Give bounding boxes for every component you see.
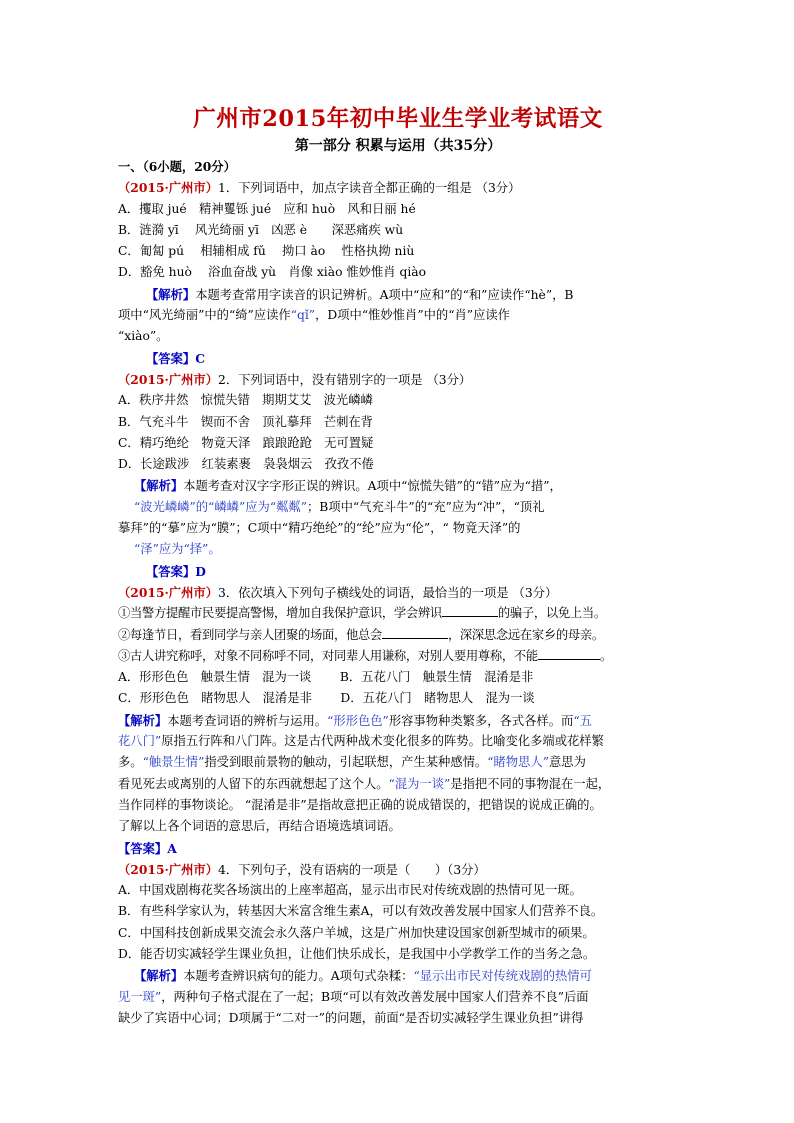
analysis-line: “xiào”。 [118,329,169,344]
option-d: D．豁免 huò 浴血奋战 yù 肖像 xiào 惟妙惟肖 qiào [118,265,427,280]
term-highlight: “触景生情” [142,755,205,770]
option-row-cd: C．形形色色 睹物思人 混淆是非 D．五花八门 睹物思人 混为一谈 [118,691,535,706]
analysis-line: 见一斑”，两种句子格式混在了一起；B项“可以有效改善发展中国家人们营养不良”后面 [118,989,589,1004]
analysis-text: 本题考查对汉字字形正误的辨识。A项中“惊慌失错”的“错”应为“措”， [183,479,562,494]
page-title: 广州市2015年初中毕业生学业考试语文 [193,106,603,132]
fill-blank [382,626,448,639]
analysis-line: “泽”应为“择”。 [134,542,221,557]
analysis-tag: 【解析】 [134,968,184,984]
analysis-line: 摹拜”的“摹”应为“膜”；C项中“精巧绝纶”的“纶”应为“伦”，“ 物竟天泽”的 [118,521,521,536]
term-highlight: “显示出市民对传统戏剧的热情可 [413,969,592,984]
sentence-2: ②每逢节日，看到同学与亲人团聚的场面，他总会 ，深深思念远在家乡的母亲。 [118,627,604,642]
term-highlight: 见一斑” [118,989,162,1004]
option-c: C．匍匐 pú 相辅相成 fǔ 拗口 ào 性格执拗 niù [118,244,415,259]
answer-tag: 【答案】 [146,350,196,366]
term-highlight: “形形色色” [327,713,389,728]
question-4-stem [118,859,678,880]
analysis-line: 【解析】本题考查词语的辨析与运用。“形形色色”形容事物种类繁多，各式各样。而“五 [118,712,592,728]
analysis-line [118,284,678,305]
question-1-stem [118,177,678,198]
source-tag: （2015·广州市） [118,180,218,196]
option-b: B．有些科学家认为，转基因大米富含维生素A，可以有效改善发展中国家人们营养不良。 [118,904,604,919]
analysis-line: 花八门”原指五行阵和八门阵。这是古代两种战术变化很多的阵势。比喻变化多端或花样繁 [118,734,604,749]
option-a: A．秩序井然 惊慌失错 期期艾艾 波光嶙嶙 [118,393,373,408]
question-text: 2．下列词语中，没有错别字的一项是 （3分） [218,372,472,387]
question-text: 1．下列词语中，加点字读音全都正确的一组是 （3分） [218,181,521,196]
option-a: A．攫取 jué 精神矍铄 jué 应和 huò 风和日丽 hé [118,201,416,216]
analysis-line: 看见死去或离别的人留下的东西就想起了这个人。“混为一谈”是指把不同的事物混在一起， [118,776,611,791]
answer-tag: 【答案】 [118,840,168,856]
analysis-tag: 【解析】 [134,478,184,494]
analysis-line [118,497,678,518]
analysis-line: 多。“触景生情”指受到眼前景物的触动，引起联想，产生某种感情。“睹物思人”意思为 [118,755,586,770]
analysis-text: ，D项中“惟妙惟肖”中的“肖”应读作 [315,308,510,323]
analysis-tag: 【解析】 [146,286,196,302]
analysis-text: 项中“风光绮丽”中的“绮”应读作 [118,308,291,323]
question-text: 3．依次填入下列句子横线处的词语，最恰当的一项是 （3分） [218,585,558,600]
option-d: D．长途跋涉 红装素裹 袅袅烟云 孜孜不倦 [118,457,374,472]
analysis-line: 当作同样的事物谈论。 “混淆是非”是指故意把正确的说成错误的，把错误的说成正确的。 [118,797,602,812]
analysis-line [118,305,678,326]
source-tag: （2015·广州市） [118,371,218,387]
option-c: C．中国科技创新成果交流会永久落户羊城，这是广州加快建设国家创新型城市的硕果。 [118,925,595,940]
sentence-1: ①当警方提醒市民要提高警惕，增加自我保护意识，学会辨识 的骗子，以免上当。 [118,606,606,621]
answer-tag: 【答案】 [146,563,196,579]
option-a: A．中国戏剧梅花奖各场演出的上座率超高，显示出市民对传统戏剧的热情可见一斑。 [118,883,582,898]
option-c: C．精巧绝纶 物竟天泽 踉踉跄跄 无可置疑 [118,435,374,450]
page-subtitle: 第一部分 积累与运用（共35分） [294,138,502,154]
term-highlight: “混为一谈” [388,776,451,791]
answer-line [118,348,678,369]
analysis-tag: 【解析】 [118,712,168,728]
analysis-line: 【解析】本题考查辨识病句的能力。A项句式杂糅：“显示出市民对传统戏剧的热情可 [134,968,592,984]
term-highlight: “五 [573,713,592,728]
pinyin-highlight: “qǐ” [290,308,316,323]
question-2-stem [118,369,678,390]
sentence-3: ③古人讲究称呼，对象不同称呼不同，对同辈人用谦称，对别人要用尊称，不能 。 [118,648,612,663]
answer-value: C [195,350,205,366]
analysis-text: ；B项中“气充斗牛”的“充”应为“冲”，“顶礼 [307,499,545,514]
source-tag: （2015·广州市） [118,584,218,600]
option-row-ab: A．形形色色 触景生情 混为一谈 B．五花八门 触景生情 混淆是非 [118,670,534,685]
source-tag: （2015·广州市） [118,861,218,877]
answer-line [118,561,678,582]
answer-value: D [195,563,206,579]
answer-line [118,838,678,859]
analysis-text: 本题考查常用字读音的识记辨析。A项中“应和”的“和”应读作“hè”，B [195,287,574,302]
section-heading: 一、（6小题，20分） [118,159,236,174]
option-b: B．涟漪 yī 风光绮丽 yī 凶恶 è 深恶痛疾 wù [118,222,404,237]
option-d: D．能否切实减轻学生课业负担，让他们快乐成长，是我国中小学教学工作的当务之急。 [118,946,596,961]
analysis-line: 了解以上各个词语的意思后，再结合语境选填词语。 [118,819,401,834]
analysis-highlight: “波光嶙嶙”的“嶙嶙”应为“粼粼” [134,499,307,514]
question-3-stem [118,582,678,603]
term-highlight: “睹物思人” [487,755,549,770]
analysis-line [118,475,678,496]
answer-value: A [167,840,177,856]
analysis-line: 缺少了宾语中心词；D项属于“二对一”的问题，前面“是否切实减轻学生课业负担”讲得 [118,1010,584,1025]
question-text: 4．下列句子，没有语病的一项是（ ）（3分） [218,862,486,877]
term-highlight: 花八门” [118,734,162,749]
fill-blank [442,604,498,617]
document-page [118,104,678,1029]
fill-blank [538,647,600,660]
option-b: B．气充斗牛 锲而不舍 顶礼摹拜 芒刺在背 [118,414,373,429]
